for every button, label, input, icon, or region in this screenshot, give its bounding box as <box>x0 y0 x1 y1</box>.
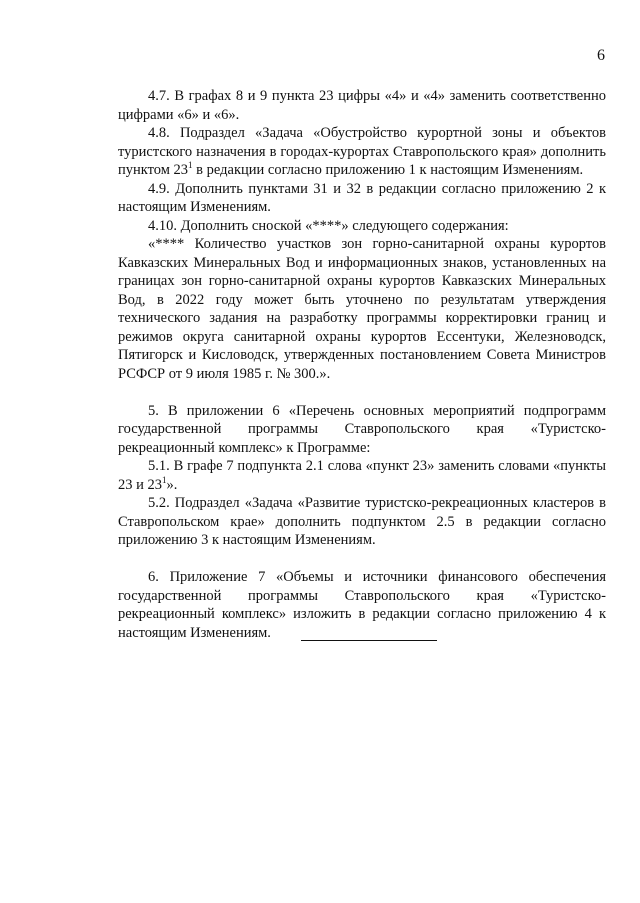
paragraph-5: 5. В приложении 6 «Перечень основных мероприятий подпрограмм государственной программы Ставропольского края «Туристско-рекреационный комплекс» к Программе: <box>118 402 606 456</box>
paragraph-4-7: 4.7. В графах 8 и 9 пункта 23 цифры «4» и «4» заменить соответственно цифрами «6» и «6». <box>118 88 606 123</box>
paragraph-4-10: 4.10. Дополнить сноской «****» следующего содержания: <box>148 217 509 234</box>
footnote-text: «**** Количество участков зон горно-санитарной охраны курортов Кавказских Минеральных Вод и информационных знаков, установленных на границах зон горно-санитарной охраны курортов Кавказских Минеральных Вод, в 2022 году может быть уточнено по результатам утверждения технического задания на разработку программы корректировки границ и режимов округа санитарной охраны курортов Ессентуки, Железноводск, Пятигорск и Кисловодск, утвержденных постановлением Совета Министров РСФСР от 9 июля 1985 г. № 300.». <box>118 236 606 382</box>
paragraph-5-2: 5.2. Подраздел «Задача «Развитие туристско-рекреационных кластеров в Ставропольском крае» дополнить подпунктом 2.5 в редакции согласно приложению 3 к настоящим Изменениям. <box>118 495 606 548</box>
paragraph-6: 6. Приложение 7 «Объемы и источники финансового обеспечения государственной программы Ставропольского края «Туристско-рекреационный комплекс» изложить в редакции согласно приложению 4 к настоящим Изменениям. <box>118 569 606 641</box>
paragraph-5-1 <box>118 457 606 494</box>
end-divider-line <box>301 640 437 641</box>
page-number: 6 <box>597 47 605 64</box>
paragraph-4-8 <box>118 124 606 180</box>
paragraph-4-8-text-end: в редакции согласно приложению 1 к настоящим Изменениям. <box>192 162 584 178</box>
paragraph-4-8-text: 4.8. Подраздел «Задача «Обустройство курортной зоны и объектов туристского назначения в городах-курортах Ставропольского края» дополнить пунктом 23 <box>118 125 606 178</box>
superscript: 1 <box>162 474 167 485</box>
paragraph-4-9: 4.9. Дополнить пунктами 31 и 32 в редакции согласно приложению 2 к настоящим Изменениям. <box>118 180 606 215</box>
paragraph-5-1-text-end: ». <box>166 476 178 493</box>
document-body <box>118 87 606 642</box>
superscript: 1 <box>188 160 193 171</box>
paragraph-5-1-text: 5.1. В графе 7 подпункта 2.1 слова «пункт 23» заменить словами «пункты 23 и 23 <box>118 458 606 493</box>
